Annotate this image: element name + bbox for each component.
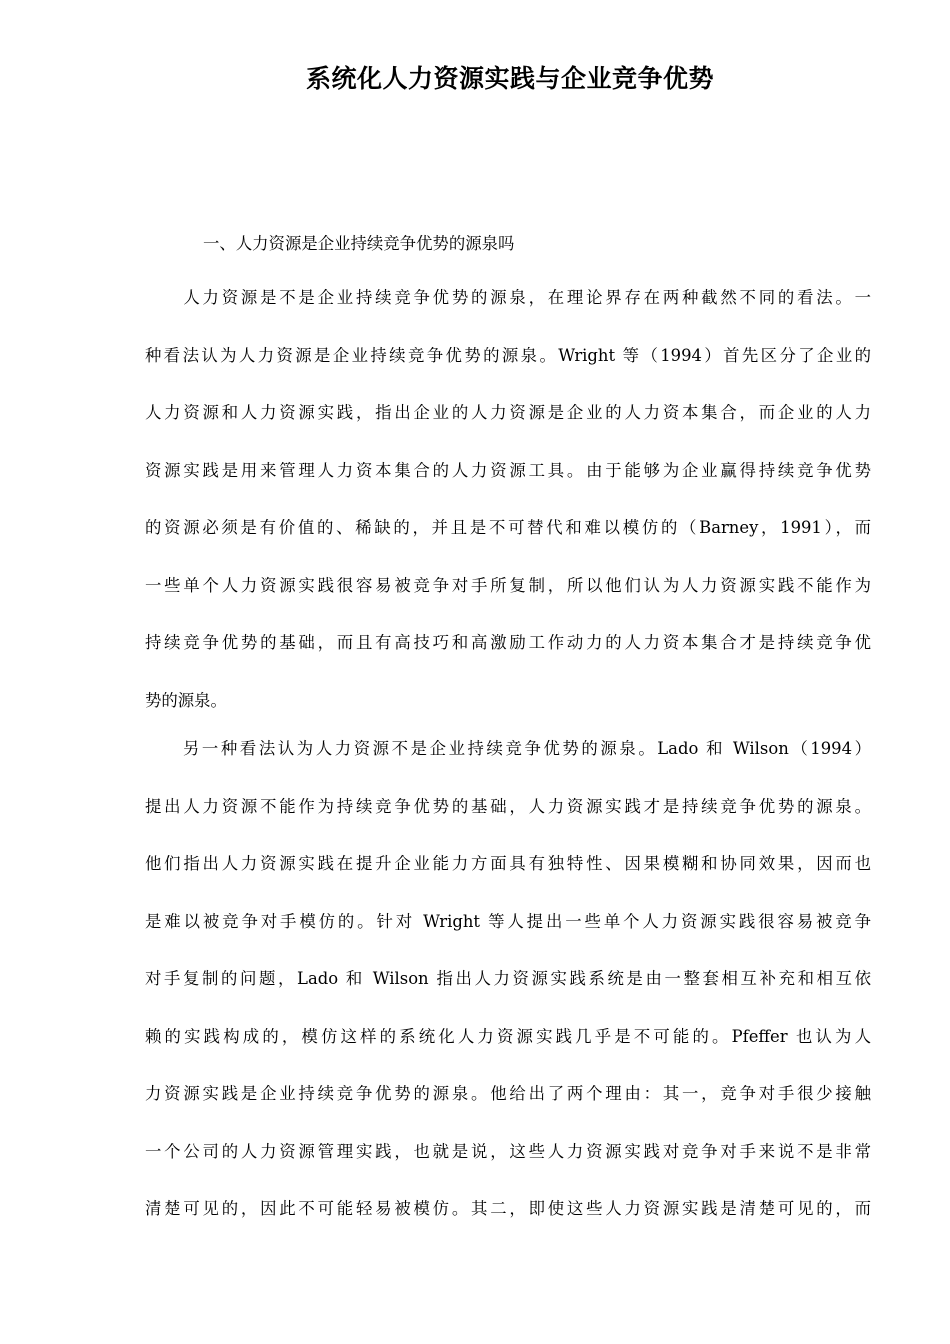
paragraph-line: 持续竞争优势的基础，而且有高技巧和高激励工作动力的人力资本集合才是持续竞争优 <box>145 633 871 652</box>
paragraph-line: 的资源必须是有价值的、稀缺的，并且是不可替代和难以模仿的（Barney，1991），而 <box>145 518 871 537</box>
paragraph-line: 赖的实践构成的，模仿这样的系统化人力资源实践几乎是不可能的。Pfeffer 也认为人 <box>145 1026 871 1046</box>
paragraph-line: 一些单个人力资源实践很容易被竞争对手所复制，所以他们认为人力资源实践不能作为 <box>145 575 871 595</box>
paragraph-line: 力资源实践是企业持续竞争优势的源泉。他给出了两个理由：其一，竞争对手很少接触 <box>145 1084 871 1103</box>
paragraph-line: 人力资源是不是企业持续竞争优势的源泉，在理论界存在两种截然不同的看法。一 <box>145 288 871 307</box>
document-title: 系统化人力资源实践与企业竞争优势 <box>305 64 714 93</box>
section-heading: 一、人力资源是企业持续竞争优势的源泉吗 <box>203 234 515 253</box>
paragraph-line: 是难以被竞争对手模仿的。针对 Wright 等人提出一些单个人力资源实践很容易被竞争 <box>145 911 871 931</box>
paragraph-line: 提出人力资源不能作为持续竞争优势的基础，人力资源实践才是持续竞争优势的源泉。 <box>145 796 871 816</box>
paragraph-line: 资源实践是用来管理人力资本集合的人力资源工具。由于能够为企业赢得持续竞争优势 <box>145 460 871 480</box>
paragraph-line: 对手复制的问题，Lado 和 Wilson 指出人力资源实践系统是由一整套相互补充和相互依 <box>145 969 871 988</box>
paragraph-line: 势的源泉。 <box>145 690 227 710</box>
paragraph-1 <box>145 269 871 729</box>
paragraph-2 <box>145 720 871 1238</box>
paragraph-line: 他们指出人力资源实践在提升企业能力方面具有独特性、因果模糊和协同效果，因而也 <box>145 854 871 873</box>
paragraph-line: 一个公司的人力资源管理实践，也就是说，这些人力资源实践对竞争对手来说不是非常 <box>145 1141 871 1161</box>
paragraph-line: 人力资源和人力资源实践，指出企业的人力资源是企业的人力资本集合，而企业的人力 <box>145 403 871 422</box>
paragraph-line: 另一种看法认为人力资源不是企业持续竞争优势的源泉。Lado 和 Wilson（1994） <box>145 739 871 758</box>
paragraph-line: 清楚可见的，因此不可能轻易被模仿。其二，即使这些人力资源实践是清楚可见的，而 <box>145 1199 871 1218</box>
paragraph-line: 种看法认为人力资源是企业持续竞争优势的源泉。Wright 等（1994）首先区分了企业的 <box>145 345 871 365</box>
